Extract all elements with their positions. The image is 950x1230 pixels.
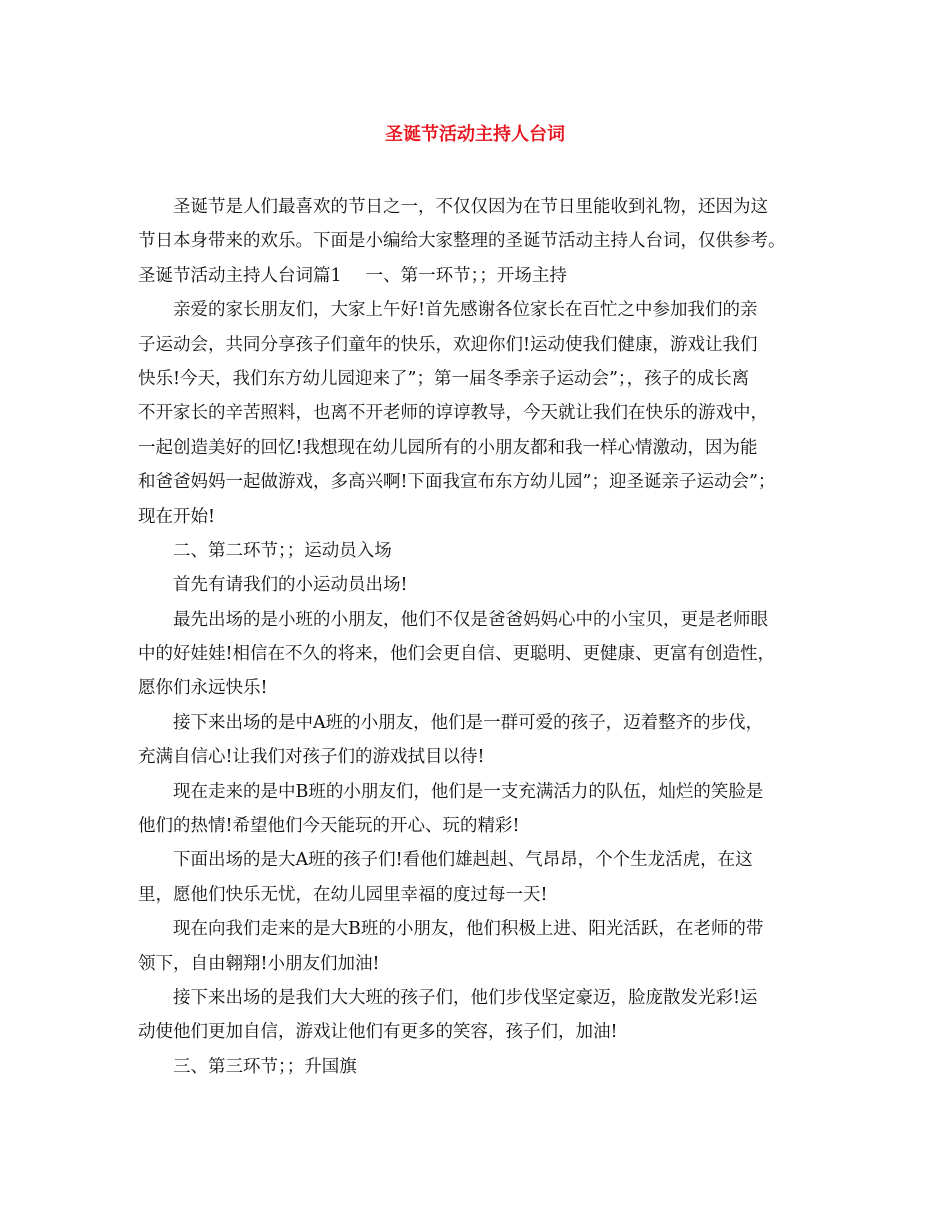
section-heading: 一、第一环节；；开场主持 <box>365 265 567 286</box>
paragraph-line: 他们的热情!希望他们今天能玩的开心、玩的精彩! <box>138 816 520 837</box>
section-heading: 二、第二环节；；运动员入场 <box>173 540 392 561</box>
paragraph-line: 和爸爸妈妈一起做游戏，多高兴啊!下面我宣布东方幼儿园”；迎圣诞亲子运动会”； <box>138 472 776 493</box>
document-title: 圣诞节活动主持人台词 <box>385 124 565 145</box>
paragraph-line: 一起创造美好的回忆!我想现在幼儿园所有的小朋友都和我一样心情激动，因为能 <box>138 437 758 458</box>
paragraph-line: 接下来出场的是我们大大班的孩子们，他们步伐坚定豪迈，脸庞散发光彩!运 <box>173 987 758 1008</box>
paragraph-line: 领下，自由翱翔!小朋友们加油! <box>138 953 380 974</box>
paragraph-line: 下面出场的是大A班的孩子们!看他们雄赳赳、气昂昂，个个生龙活虎，在这 <box>173 850 753 871</box>
paragraph-line: 动使他们更加自信，游戏让他们有更多的笑容，孩子们，加油! <box>138 1022 618 1043</box>
section-heading-line <box>138 259 822 293</box>
paragraph-line: 里，愿他们快乐无忧，在幼儿园里幸福的度过每一天! <box>138 884 548 905</box>
section-heading: 三、第三环节；；升国旗 <box>173 1056 357 1077</box>
article-heading: 圣诞节活动主持人台词篇1 <box>138 265 342 286</box>
paragraph-line: 最先出场的是小班的小朋友，他们不仅是爸爸妈妈心中的小宝贝，更是老师眼 <box>173 609 768 630</box>
paragraph-line: 充满自信心!让我们对孩子们的游戏拭目以待! <box>138 747 485 768</box>
document-body <box>138 190 822 1084</box>
paragraph-line: 圣诞节是人们最喜欢的节日之一，不仅仅因为在节日里能收到礼物，还因为这 <box>173 197 768 217</box>
paragraph-line: 现在开始! <box>138 506 216 527</box>
paragraph-line: 现在走来的是中B班的小朋友们，他们是一支充满活力的队伍，灿烂的笑脸是 <box>173 781 764 802</box>
paragraph-line: 愿你们永远快乐! <box>138 678 268 699</box>
paragraph-line: 现在向我们走来的是大B班的小朋友，他们积极上进、阳光活跃，在老师的带 <box>173 919 764 940</box>
paragraph-line: 节日本身带来的欢乐。下面是小编给大家整理的圣诞节活动主持人台词，仅供参考。 <box>138 231 786 252</box>
paragraph-line: 首先有请我们的小运动员出场! <box>173 575 408 596</box>
paragraph-line: 中的好娃娃!相信在不久的将来，他们会更自信、更聪明、更健康、更富有创造性， <box>138 644 776 665</box>
paragraph-line: 不开家长的辛苦照料，也离不开老师的谆谆教导，今天就让我们在快乐的游戏中， <box>138 403 768 424</box>
paragraph-line: 快乐!今天，我们东方幼儿园迎来了”；第一届冬季亲子运动会”；，孩子的成长离 <box>138 368 750 389</box>
paragraph-line: 子运动会，共同分享孩子们童年的快乐，欢迎你们!运动使我们健康，游戏让我们 <box>138 334 758 355</box>
paragraph-line: 接下来出场的是中A班的小朋友，他们是一群可爱的孩子，迈着整齐的步伐， <box>173 712 764 733</box>
paragraph-line: 亲爱的家长朋友们，大家上午好!首先感谢各位家长在百忙之中参加我们的亲 <box>173 300 758 321</box>
